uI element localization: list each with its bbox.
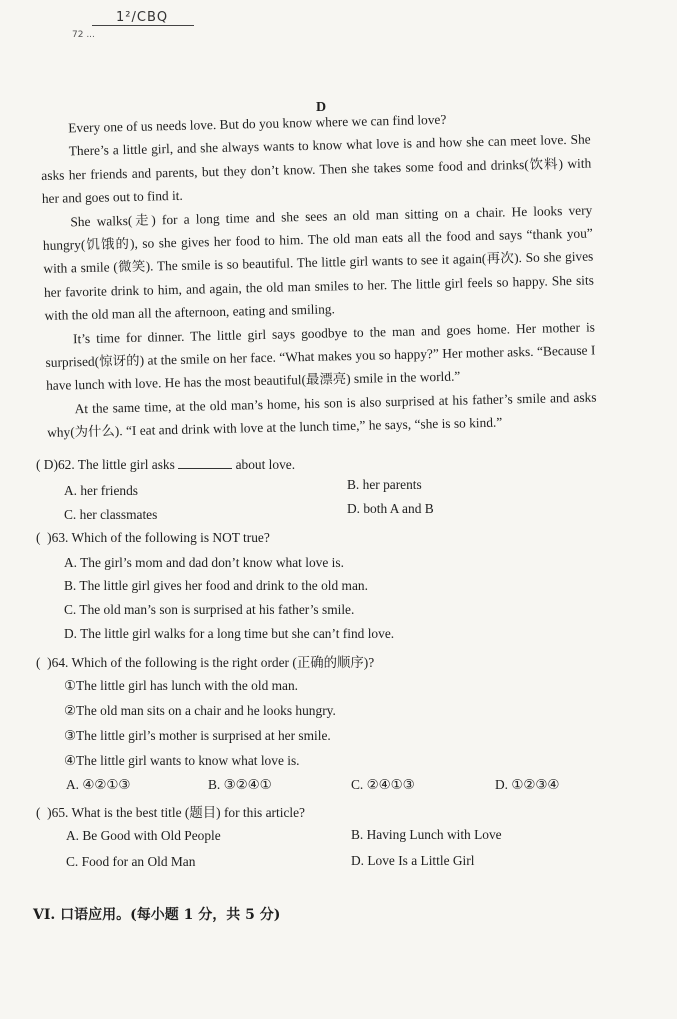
small-mark: 72 ... <box>72 30 95 40</box>
option-c: C. Food for an Old Man <box>66 854 196 869</box>
option-d: D. ①②③④ <box>495 777 560 792</box>
answer-mark: ( D) <box>36 457 58 472</box>
option-a: A. ④②①③ <box>66 777 131 792</box>
paragraph: She walks(走) for a long time and she sees an old man sitting on a chair. He looks very hungry(饥饿的), so she gives her food to him. The old man eats all the food and says “thank you” with a smile (微笑). The smile is so beautiful. The little girl wants to see it again(再次). So she gives her favorite drink to him, and again, the old man smiles to her. The little girl feels so happy. She sits with the old man all the afternoon, eating and smiling. <box>42 202 595 324</box>
paragraph: It’s time for dinner. The little girl says goodbye to the man and goes home. Her mother is surprised(惊讶的) at the smile on her face. “What makes you so happy?” Her mother asks. “Because I have lunch with love. He has the most beautiful(最漂亮) smile in the world.” <box>45 319 596 394</box>
question-stem: )65. What is the best title (题目) for this article? <box>47 805 305 820</box>
statement-4: ④The little girl wants to know what love is. <box>64 753 300 768</box>
option-c: C. her classmates <box>64 507 158 522</box>
option-b: B. ③②④① <box>208 777 272 792</box>
paragraph: There’s a little girl, and she always wants to know what love is and how she can meet love. She asks her friends and parents, but they don’t know. Then she takes some food and drinks(饮料) with her and goes out to find it. <box>41 131 592 207</box>
question-63 <box>36 530 270 546</box>
answer-mark: ( <box>36 530 41 545</box>
option-d: D. Love Is a Little Girl <box>351 853 475 868</box>
section-title: D <box>316 100 327 115</box>
answer-mark: ( <box>36 655 41 670</box>
option-b: B. The little girl gives her food and drink to the old man. <box>64 578 368 593</box>
option-a: A. her friends <box>64 483 138 498</box>
question-64 <box>36 652 374 671</box>
question-stem: 62. The little girl asks <box>57 457 175 472</box>
option-c: C. ②④①③ <box>351 777 415 792</box>
question-65 <box>36 802 305 821</box>
option-b: B. her parents <box>347 477 422 492</box>
reading-passage <box>40 105 597 445</box>
question-stem: )64. Which of the following is the right order (正确的顺序)? <box>47 655 375 670</box>
option-d: D. The little girl walks for a long time but she can’t find love. <box>64 626 395 641</box>
question-62 <box>36 456 295 473</box>
statement-1: ①The little girl has lunch with the old man. <box>64 678 299 693</box>
next-section-heading: VI. 口语应用。(每小题 1 分，共 5 分) <box>33 907 281 923</box>
option-d: D. both A and B <box>347 501 434 516</box>
paragraph: At the same time, at the old man’s home, his son is also surprised at his father’s smile and asks why(为什么). “I eat and drink with love at the lunch time,” he says, “she is so kind.” <box>46 389 597 441</box>
option-c: C. The old man’s son is surprised at his father’s smile. <box>64 602 355 617</box>
question-stem: )63. Which of the following is NOT true? <box>47 530 270 545</box>
option-a: A. The girl’s mom and dad don’t know what love is. <box>64 555 344 570</box>
answer-blank <box>178 456 232 469</box>
statement-2: ②The old man sits on a chair and he looks hungry. <box>64 703 336 718</box>
paragraph: Every one of us needs love. But do you know where we can find love? <box>68 111 447 136</box>
option-a: A. Be Good with Old People <box>66 828 221 843</box>
answer-mark: ( <box>36 805 41 820</box>
question-stem-end: about love. <box>235 457 296 472</box>
handwritten-note: 1²/CBQ <box>92 10 194 26</box>
option-b: B. Having Lunch with Love <box>351 827 502 842</box>
statement-3: ③The little girl’s mother is surprised at her smile. <box>64 728 331 743</box>
